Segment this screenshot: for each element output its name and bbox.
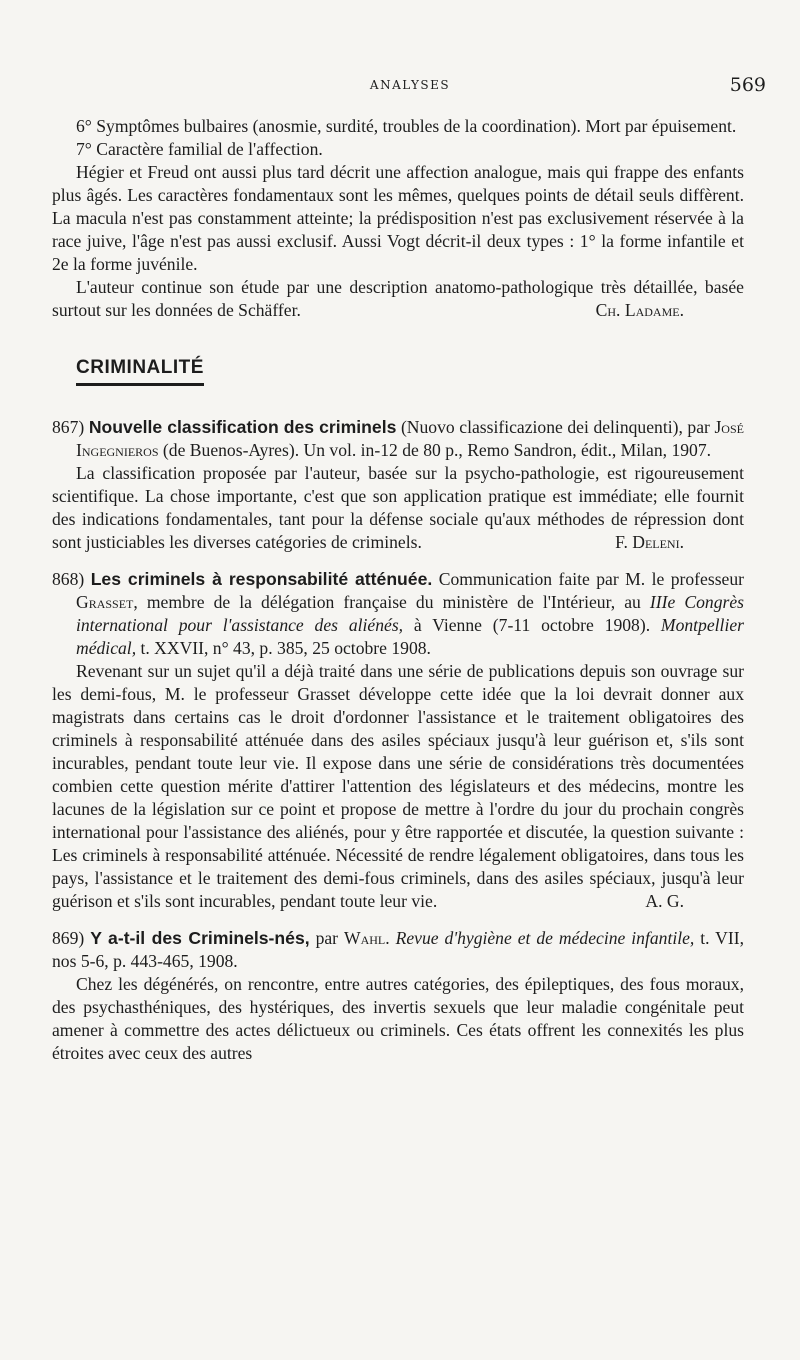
signature-ladame: Ch. Ladame. — [595, 300, 684, 320]
entry-868-ref-a: Communication faite par M. le professeur — [432, 569, 745, 589]
page-body — [52, 115, 744, 1065]
entry-869-ref-b: t. VII, nos 5-6, p. 443-465, 1908. — [52, 928, 745, 971]
entry-868-journal: Montpellier médical, — [76, 615, 744, 658]
entry-867-ref-a: (Nuovo classificazione dei delinquenti), par — [396, 417, 715, 437]
signature-ag: A. G. — [645, 891, 684, 911]
entry-868-ref-b: , membre de la délégation française du ministère de l'Intérieur, au — [133, 592, 650, 612]
entry-868-body — [52, 660, 744, 913]
entry-869-body: Chez les dégénérés, on rencontre, entre autres catégories, des épileptiques, des fous moraux, des psychasthéniques, des hystériques, des invertis sexuels que leur maladie congénitale peut amener à commettre des actes délictueux ou criminels. Ces états offrent les connexités les plus étroites avec ceux des autres — [52, 974, 744, 1063]
intro-paragraph-4 — [52, 276, 744, 322]
entry-869 — [52, 927, 744, 1065]
entry-868-congress: IIIe Congrès international pour l'assistance des aliénés, — [76, 592, 744, 635]
entry-867-body-text: La classification proposée par l'auteur, basée sur la psycho-pathologie, est rigoureusement scientifique. La chose importante, c'est que son application pratique est immédiate; elle fournit des indications fondamentales, tant pour la défense sociale qu'aux méthodes de répression dont sont justiciables les diverses catégories de criminels. — [52, 463, 744, 552]
intro-paragraph-1: 6° Symptômes bulbaires (anosmie, surdité, troubles de la coordination). Mort par épuisement. — [76, 116, 737, 136]
section-title: CRIMINALITÉ — [76, 356, 204, 386]
entry-867-heading — [52, 416, 744, 462]
entry-867 — [52, 416, 744, 554]
entry-869-author: Wahl. — [343, 928, 390, 948]
entry-868-author: Grasset — [76, 592, 134, 612]
intro-paragraph-2: 7° Caractère familial de l'affection. — [76, 139, 323, 159]
entry-868-body-text: Revenant sur un sujet qu'il a déjà traité dans une série de publications depuis son ouvrage sur les demi-fous, M. le professeur Grasset développe cette idée que la loi devrait donner aux magistrats dans certains cas le droit d'ordonner l'assistance et le traitement obligatoires des criminels à responsabilité atténuée dans des asiles spéciaux jusqu'à leur guérison et, s'ils sont incurables, pendant toute leur vie. Il expose dans une série de considérations très documentées combien cette question mérite d'attirer l'attention des législateurs et des médecins, montre les lacunes de la législation sur ce point et propose de mettre à l'ordre du jour du prochain congrès international pour l'assistance des aliénés, pour y être rapportée et discutée, la question suivante : Les criminels à responsabilité atténuée. Nécessité de rendre légalement obligatoires, dans tous les pays, l'assistance et le traitement des demi-fous criminels, dans des asiles spéciaux, jusqu'à leur guérison et s'ils sont incurables, pendant toute leur vie. — [52, 661, 744, 911]
intro-paragraph-3: Hégier et Freud ont aussi plus tard décrit une affection analogue, mais qui frappe des enfants plus âgés. Les caractères fondamentaux sont les mêmes, quelques points de détail seuls diffèrent. La macula n'est pas constamment atteinte; la prédisposition n'est pas exclusivement réservée à la race juive, l'âge n'est pas aussi exclusif. Aussi Vogt décrit-il deux types : 1° la forme infantile et 2e la forme juvénile. — [52, 162, 744, 274]
entry-868-ref-d: t. XXVII, n° 43, p. 385, 25 octobre 1908. — [136, 638, 431, 658]
entry-867-author: José Ingegnieros — [76, 417, 744, 460]
entry-867-body — [52, 462, 744, 554]
page-header — [54, 74, 766, 100]
entry-868-ref-c: à Vienne (7-11 octobre 1908). — [403, 615, 661, 635]
entry-869-heading — [52, 927, 744, 973]
running-head: ANALYSES — [369, 78, 451, 92]
entry-868-heading — [52, 568, 744, 660]
page-number: 569 — [729, 74, 766, 96]
entry-868 — [52, 568, 744, 913]
entry-868-title: Les criminels à responsabilité atténuée. — [90, 569, 433, 589]
entry-867-ref-b: (de Buenos-Ayres). Un vol. in-12 de 80 p., Remo Sandron, édit., Milan, 1907. — [158, 440, 712, 460]
entry-869-number: 869) — [52, 928, 85, 948]
entry-869-title: Y a-t-il des Criminels-nés, — [90, 928, 310, 948]
signature-deleni: F. Deleni. — [615, 532, 684, 552]
entry-867-title: Nouvelle classification des criminels — [88, 417, 397, 437]
entry-869-journal: Revue d'hygiène et de médecine infantile, — [395, 928, 695, 948]
intro-paragraph-4-text: L'auteur continue son étude par une description anatomo-pathologique très détaillée, basée surtout sur les données de Schäffer. — [52, 277, 744, 320]
entry-867-number: 867) — [52, 417, 85, 437]
entry-869-ref-a: par — [309, 928, 344, 948]
entry-868-number: 868) — [52, 569, 85, 589]
